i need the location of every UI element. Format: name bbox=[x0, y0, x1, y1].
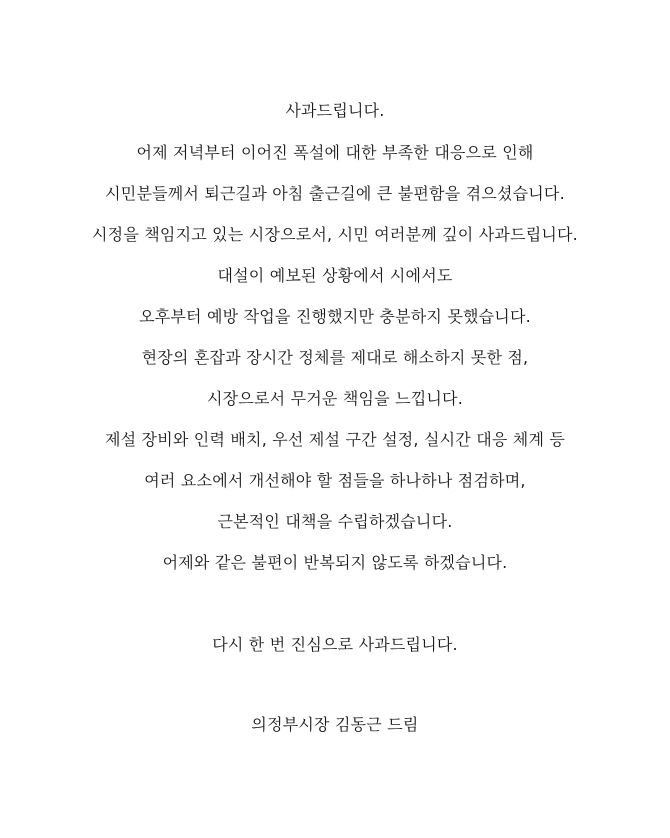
letter-line-6: 현장의 혼잡과 장시간 정체를 제대로 해소하지 못한 점, bbox=[141, 348, 529, 367]
letter-line-1: 어제 저녁부터 이어진 폭설에 대한 부족한 대응으로 인해 bbox=[136, 143, 534, 162]
letter-line-3: 시정을 책임지고 있는 시장으로서, 시민 여러분께 깊이 사과드립니다. bbox=[92, 225, 578, 244]
letter-line-8: 제설 장비와 인력 배치, 우선 제설 구간 설정, 실시간 대응 체계 등 bbox=[104, 430, 566, 449]
letter-line-10: 근본적인 대책을 수립하겠습니다. bbox=[217, 512, 453, 531]
letter-signature: 의정부시장 김동근 드림 bbox=[251, 715, 419, 734]
letter-line-9: 여러 요소에서 개선해야 할 점들을 하나하나 점검하며, bbox=[144, 471, 526, 490]
letter-closing: 다시 한 번 진심으로 사과드립니다. bbox=[212, 635, 458, 654]
letter-line-7: 시장으로서 무거운 책임을 느낍니다. bbox=[207, 389, 463, 408]
letter-line-4: 대설이 예보된 상황에서 시에서도 bbox=[217, 266, 453, 285]
letter-line-11: 어제와 같은 불편이 반복되지 않도록 하겠습니다. bbox=[162, 553, 508, 572]
letter-title: 사과드립니다. bbox=[285, 101, 385, 120]
letter-line-5: 오후부터 예방 작업을 진행했지만 충분하지 못했습니다. bbox=[139, 307, 531, 326]
letter-line-2: 시민분들께서 퇴근길과 아침 출근길에 큰 불편함을 겪으셨습니다. bbox=[105, 184, 565, 203]
